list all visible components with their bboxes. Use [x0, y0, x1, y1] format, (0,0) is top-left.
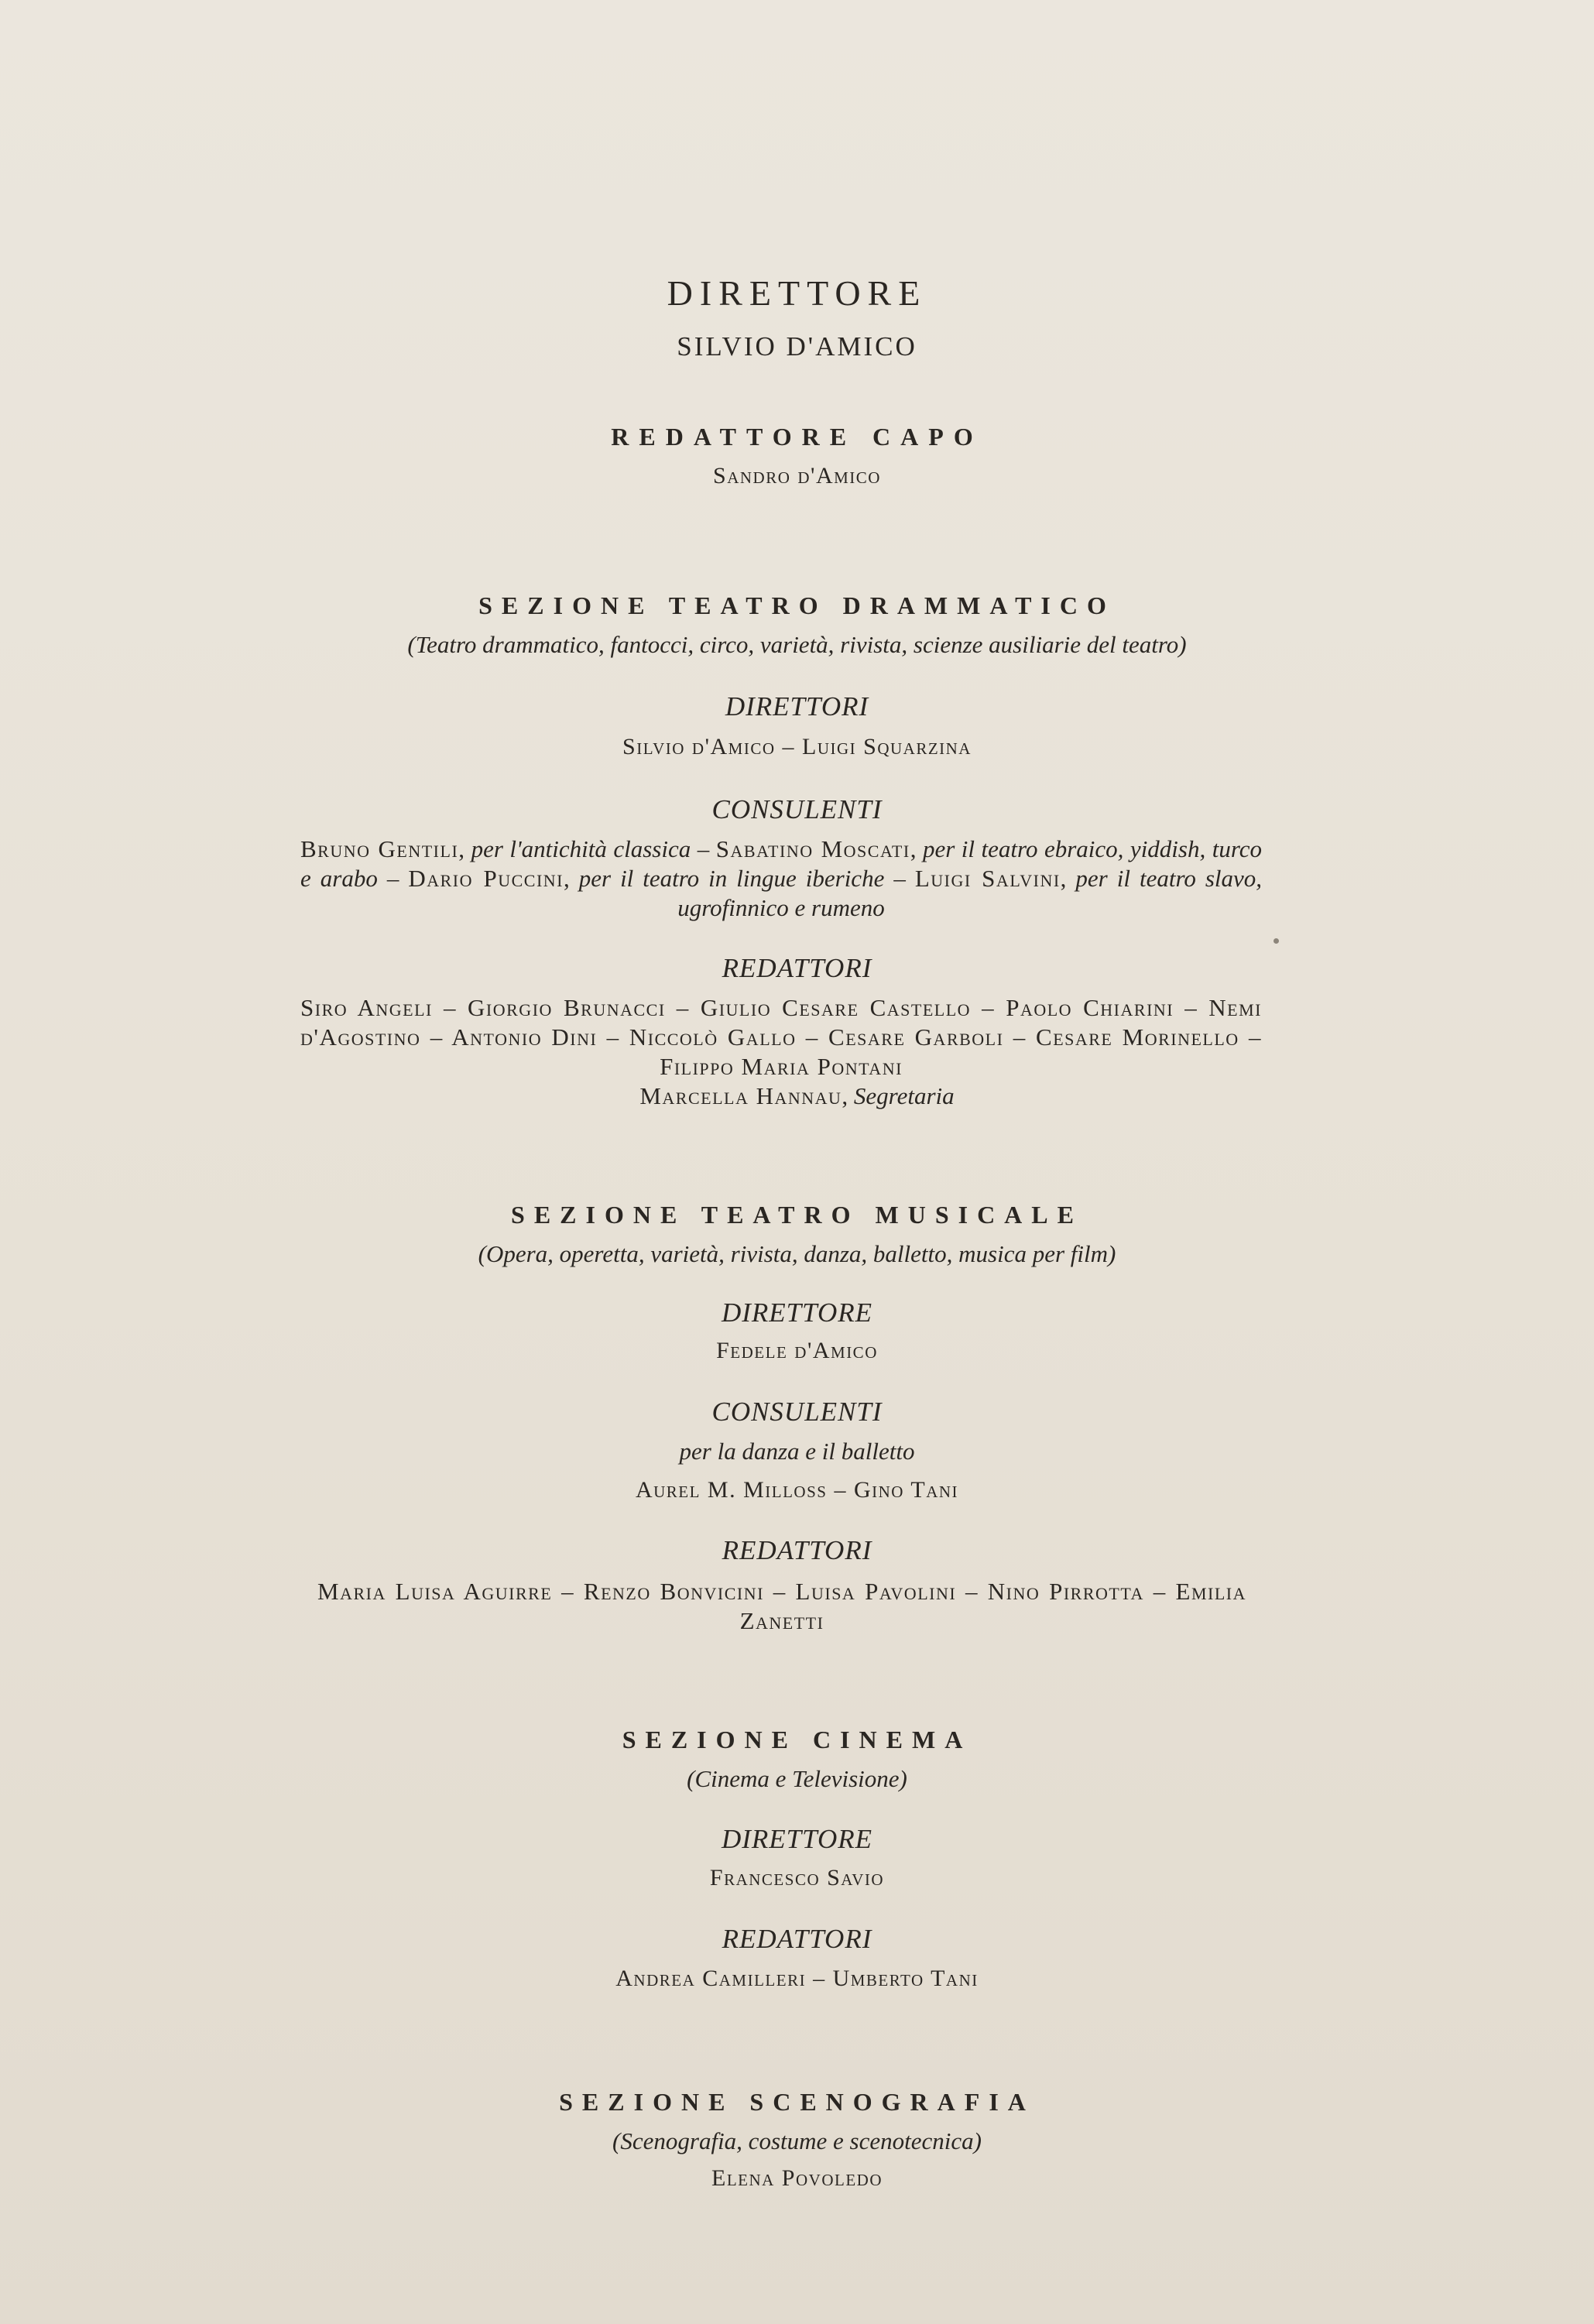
music-section-title: SEZIONE TEATRO MUSICALE [511, 1201, 1083, 1229]
consultant-name: Dario Puccini [408, 865, 564, 892]
music-consultants-label: CONSULENTI [711, 1397, 883, 1427]
music-director: Fedele d'Amico [716, 1338, 878, 1363]
drama-secretary: Marcella Hannau, Segretaria [639, 1082, 955, 1109]
cinema-editors: Andrea Camilleri – Umberto Tani [615, 1966, 979, 1991]
drama-directors-label: DIRETTORI [725, 691, 869, 722]
director-heading: DIRETTORE [667, 273, 927, 313]
secretary-role: Segretaria [853, 1082, 955, 1109]
cinema-director-label: DIRETTORE [721, 1824, 873, 1854]
consultant-field: per l'antichità classica [471, 835, 691, 862]
secretary-name: Marcella Hannau [639, 1082, 842, 1109]
cinema-editors-label: REDATTORI [722, 1924, 872, 1954]
music-editors-list: Maria Luisa Aguirre – Renzo Bonvicini – Luisa Pavolini – Nino Pirrotta – Emilia Zanetti [317, 1578, 1246, 1634]
print-speck [1273, 938, 1279, 944]
cinema-director: Francesco Savio [709, 1865, 885, 1890]
scenography-name: Elena Povoledo [711, 2165, 883, 2191]
consultant-name: Luigi Salvini [914, 865, 1061, 892]
consultant-name: Bruno Gentili [300, 835, 459, 862]
cinema-section-subtitle: (Cinema e Televisione) [687, 1765, 907, 1792]
drama-editors-list: Siro Angeli – Giorgio Brunacci – Giulio Cesare Castello – Paolo Chiarini – Nemi d'Agostino – Antonio Dini – Niccolò Gallo – Cesare Garboli – Cesare Morinello – Filippo Maria Pontani [300, 994, 1262, 1080]
music-consultants: Aurel M. Milloss – Gino Tani [635, 1477, 959, 1503]
consultant-name: Sabatino Moscati [715, 835, 910, 862]
music-consultants-note: per la danza e il balletto [679, 1438, 915, 1465]
drama-section-title: SEZIONE TEATRO DRAMMATICO [478, 591, 1116, 619]
music-director-label: DIRETTORE [721, 1297, 873, 1328]
drama-consultants-list: Bruno Gentili, per l'antichità classica – Sabatino Moscati, per il teatro ebraico, yiddish, turco e arabo – Dario Puccini, per il teatro in lingue iberiche – Luigi Salvini, per il teatro slavo, ugrofinnico e rumeno [300, 835, 1263, 921]
music-editors-label: REDATTORI [722, 1535, 872, 1565]
drama-directors: Silvio d'Amico – Luigi Squarzina [622, 734, 972, 759]
chief-editor-heading: REDATTORE CAPO [611, 423, 983, 451]
consultant-field: per il teatro in lingue iberiche [578, 865, 885, 892]
scenography-section-subtitle: (Scenografia, costume e scenotecnica) [612, 2127, 982, 2154]
director-name: SILVIO D'AMICO [677, 331, 917, 362]
cinema-section-title: SEZIONE CINEMA [622, 1726, 972, 1753]
drama-section-subtitle: (Teatro drammatico, fantocci, circo, varietà, rivista, scienze ausiliarie del teatro) [407, 631, 1187, 658]
music-section-subtitle: (Opera, operetta, varietà, rivista, danza, balletto, musica per film) [478, 1240, 1116, 1267]
drama-consultants-label: CONSULENTI [711, 794, 883, 824]
chief-editor-name: Sandro d'Amico [713, 463, 881, 488]
drama-editors-label: REDATTORI [722, 953, 872, 983]
scenography-section-title: SEZIONE SCENOGRAFIA [559, 2088, 1035, 2116]
consultant-field: per il teatro ebraico, yiddish, turco e arabo [300, 835, 1263, 892]
consultant-field: per il teatro slavo, ugrofinnico e rumeno [677, 865, 1263, 921]
